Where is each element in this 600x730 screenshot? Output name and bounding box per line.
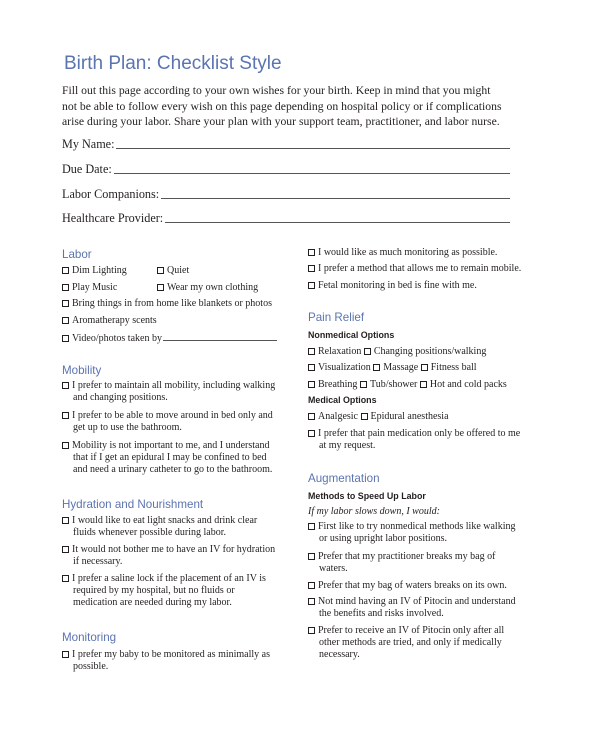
option-label: and changing positions. (73, 392, 168, 404)
option-label: fluids whenever possible during labor. (73, 527, 227, 539)
checkbox-icon[interactable] (373, 364, 380, 371)
checkbox-icon[interactable] (62, 546, 69, 553)
option-label: get up to use the bathroom. (73, 422, 182, 434)
subheading-methods: Methods to Speed Up Labor (308, 491, 426, 501)
pain-nonmedical-row-2 (308, 362, 477, 374)
option-label: Dim Lighting (72, 265, 127, 276)
checkbox-icon[interactable] (62, 284, 69, 291)
checkbox-mobility-all[interactable] (62, 380, 275, 404)
option-label: Epidural anesthesia (370, 411, 449, 422)
checkbox-icon[interactable] (361, 413, 368, 420)
option-label: Fetal monitoring in bed is fine with me. (318, 280, 477, 291)
checkbox-icon[interactable] (308, 282, 315, 289)
page-title: Birth Plan: Checklist Style (64, 53, 282, 74)
option-label: necessary. (319, 649, 360, 661)
intro-paragraph (62, 83, 542, 130)
checkbox-aromatherapy[interactable] (62, 315, 157, 327)
checkbox-icon[interactable] (62, 412, 69, 419)
checkbox-icon[interactable] (62, 300, 69, 307)
option-label: other methods are tried, and only if medically (319, 637, 502, 649)
field-line[interactable] (114, 164, 510, 174)
checkbox-massage[interactable] (373, 362, 418, 373)
checkbox-wear-clothing[interactable] (157, 282, 258, 294)
section-heading-monitoring: Monitoring (62, 631, 117, 644)
option-label: Play Music (72, 282, 118, 293)
field-label: Healthcare Provider: (62, 211, 164, 225)
checkbox-icon[interactable] (308, 627, 315, 634)
checkbox-monitoring-minimal[interactable] (62, 649, 270, 673)
option-label: Tub/shower (369, 379, 418, 390)
section-heading-pain-relief: Pain Relief (308, 311, 365, 324)
option-label: if necessary. (73, 556, 123, 568)
checkbox-icon[interactable] (157, 284, 164, 291)
checkbox-monitoring-bed[interactable] (308, 280, 477, 292)
option-label: waters. (319, 563, 348, 575)
option-label: Analgesic (318, 411, 358, 422)
checkbox-play-music[interactable] (62, 282, 117, 294)
checkbox-icon[interactable] (308, 430, 315, 437)
option-label: It would not bother me to have an IV for hydration (72, 544, 276, 555)
checkbox-aug-pitocin-last[interactable] (308, 625, 504, 662)
option-label: Aromatherapy scents (72, 315, 157, 326)
option-label: medication are needed during my labor. (73, 597, 232, 609)
option-label: Relaxation (318, 346, 362, 357)
option-label: or using upright labor positions. (319, 533, 448, 545)
option-label: I prefer to maintain all mobility, including walking (72, 380, 276, 391)
intro-line: not be able to follow every wish on this page depending on hospital policy or if complications (62, 99, 502, 113)
labor-slows-label: If my labor slows down, I would: (308, 506, 440, 517)
option-label: I prefer that pain medication only be offered to me (318, 428, 521, 439)
checkbox-hot-cold[interactable] (420, 379, 507, 390)
field-label: Labor Companions: (62, 187, 160, 201)
checkbox-icon[interactable] (62, 517, 69, 524)
option-label: I prefer a method that allows me to remain mobile. (318, 263, 522, 274)
section-heading-augmentation: Augmentation (308, 472, 380, 485)
checkbox-icon[interactable] (308, 413, 315, 420)
option-label: Prefer to receive an IV of Pitocin only after all (318, 625, 505, 636)
checkbox-video[interactable] (62, 332, 277, 345)
option-label: I prefer my baby to be monitored as minimally as (72, 649, 271, 660)
option-label: I prefer a saline lock if the placement of an IV is (72, 573, 266, 584)
checkbox-analgesic[interactable] (308, 411, 358, 422)
option-label: Fitness ball (430, 362, 477, 373)
option-label: Visualization (318, 362, 371, 373)
checkbox-pain-offered[interactable] (308, 428, 520, 452)
option-label: Bring things in from home like blankets or photos (72, 298, 272, 309)
checkbox-icon[interactable] (62, 442, 69, 449)
option-label: Quiet (167, 265, 190, 276)
checkbox-icon[interactable] (62, 382, 69, 389)
subheading-nonmedical: Nonmedical Options (308, 330, 395, 340)
checkbox-mobility-bed[interactable] (62, 410, 273, 434)
section-heading-labor: Labor (62, 248, 92, 261)
pain-nonmedical-row-3 (308, 379, 507, 391)
video-name-line[interactable] (163, 332, 277, 341)
checkbox-bring-things[interactable] (62, 298, 272, 310)
checkbox-icon[interactable] (420, 381, 427, 388)
checkbox-mobility-not-important[interactable] (62, 440, 272, 477)
option-label: Prefer that my practitioner breaks my bag of (318, 551, 496, 562)
option-label: Changing positions/walking (373, 346, 487, 357)
checkbox-icon[interactable] (62, 575, 69, 582)
option-label: Hot and cold packs (429, 379, 507, 390)
option-label: Breathing (318, 379, 358, 390)
checkbox-icon[interactable] (62, 651, 69, 658)
field-line[interactable] (116, 139, 510, 149)
option-label: at my request. (319, 440, 376, 452)
checkbox-aug-pitocin[interactable] (308, 596, 516, 620)
checkbox-quiet[interactable] (157, 265, 189, 277)
healthcare-provider-field[interactable] (62, 211, 510, 226)
option-label: Massage (383, 362, 419, 373)
option-label: I prefer to be able to move around in bed only and (72, 410, 273, 421)
section-heading-mobility: Mobility (62, 364, 102, 377)
checkbox-tub-shower[interactable] (360, 379, 417, 390)
checkbox-hydration-saline[interactable] (62, 573, 266, 610)
option-label: required by my hospital, but no fluids or (73, 585, 235, 597)
my-name-field[interactable] (62, 137, 510, 152)
checkbox-icon[interactable] (308, 364, 315, 371)
checkbox-icon[interactable] (360, 381, 367, 388)
pain-nonmedical-row-1 (308, 346, 486, 358)
option-label: and need a urinary catheter to go to the bathroom. (73, 464, 273, 476)
option-label: Mobility is not important to me, and I understand (72, 440, 270, 451)
checkbox-icon[interactable] (308, 553, 315, 560)
checkbox-icon[interactable] (308, 348, 315, 355)
checkbox-breathing[interactable] (308, 379, 357, 390)
field-label: My Name: (62, 137, 115, 151)
option-label: First like to try nonmedical methods like walking (318, 521, 516, 532)
labor-companions-field[interactable] (62, 187, 510, 202)
checkbox-monitoring-mobile[interactable] (308, 263, 521, 275)
checkbox-aug-nonmedical[interactable] (308, 521, 515, 545)
intro-line: arise during your labor. Share your plan with your support team, practitioner, and labor nurse. (62, 115, 500, 129)
checkbox-icon[interactable] (308, 598, 315, 605)
option-label: Video/photos taken by (72, 333, 162, 344)
checkbox-icon[interactable] (364, 348, 371, 355)
field-label: Due Date: (62, 162, 112, 176)
option-label: Prefer that my bag of waters breaks on its own. (318, 580, 507, 591)
checkbox-icon[interactable] (157, 267, 164, 274)
checkbox-fitness-ball[interactable] (421, 362, 477, 373)
checkbox-hydration-iv[interactable] (62, 544, 275, 568)
pain-medical-row (308, 411, 449, 423)
section-heading-hydration: Hydration and Nourishment (62, 498, 204, 511)
option-label: Not mind having an IV of Pitocin and understand (318, 596, 516, 607)
due-date-field[interactable] (62, 162, 510, 177)
intro-line: Fill out this page according to your own wishes for your birth. Keep in mind that you might (62, 84, 491, 97)
option-label: Wear my own clothing (167, 282, 259, 293)
checkbox-icon[interactable] (62, 335, 69, 342)
checkbox-changing-positions[interactable] (364, 346, 487, 357)
field-line[interactable] (161, 189, 510, 199)
option-label: possible. (73, 661, 109, 673)
checkbox-icon[interactable] (308, 582, 315, 589)
checkbox-icon[interactable] (308, 265, 315, 272)
checkbox-icon[interactable] (308, 381, 315, 388)
checkbox-icon[interactable] (62, 317, 69, 324)
checkbox-icon[interactable] (308, 523, 315, 530)
checkbox-aug-own[interactable] (308, 580, 507, 592)
option-label: the benefits and risks involved. (319, 608, 444, 620)
checkbox-relaxation[interactable] (308, 346, 361, 357)
checkbox-epidural[interactable] (361, 411, 449, 422)
checkbox-aug-practitioner[interactable] (308, 551, 495, 575)
subheading-medical: Medical Options (308, 395, 377, 405)
checkbox-icon[interactable] (62, 267, 69, 274)
option-label: I would like to eat light snacks and drink clear (72, 515, 258, 526)
option-label: that if I get an epidural I may be confined to bed (73, 452, 267, 464)
checkbox-icon[interactable] (308, 249, 315, 256)
checkbox-dim-lighting[interactable] (62, 265, 127, 277)
option-label: I would like as much monitoring as possible. (318, 247, 498, 258)
checkbox-hydration-snacks[interactable] (62, 515, 257, 539)
checkbox-monitoring-much[interactable] (308, 247, 497, 259)
checkbox-icon[interactable] (421, 364, 428, 371)
checkbox-visualization[interactable] (308, 362, 371, 373)
field-line[interactable] (165, 213, 510, 223)
